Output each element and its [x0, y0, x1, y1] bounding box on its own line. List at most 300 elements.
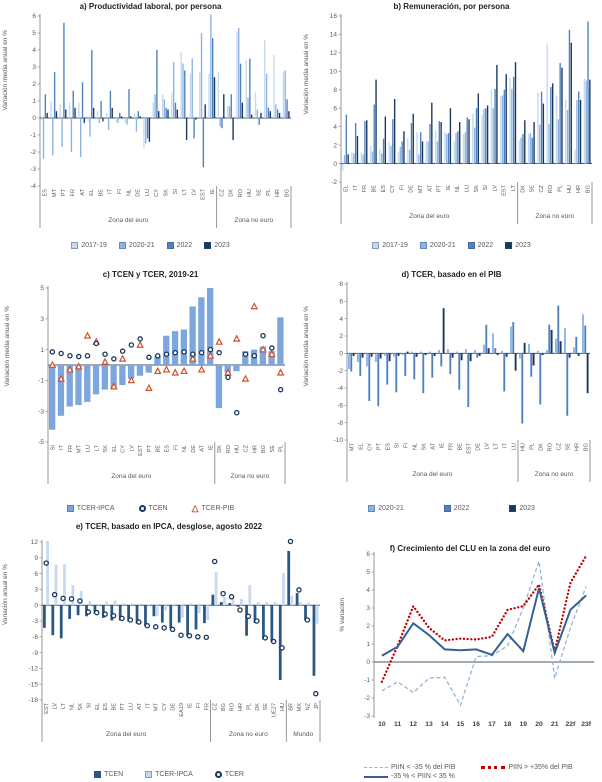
svg-text:LT: LT — [510, 185, 517, 192]
svg-text:0: 0 — [366, 659, 370, 667]
legend-swatch-bar — [372, 242, 379, 249]
y-axis — [30, 13, 40, 190]
svg-text:HR: HR — [252, 445, 259, 454]
svg-text:-9: -9 — [32, 649, 38, 657]
svg-text:10: 10 — [329, 68, 337, 76]
svg-text:FI: FI — [195, 703, 202, 708]
chart-c-panel — [0, 258, 301, 520]
svg-text:DK: DK — [228, 189, 235, 197]
svg-text:SI: SI — [86, 703, 93, 709]
chart-a-title: a) Productividad laboral, por persona — [79, 2, 222, 11]
svg-text:EST: EST — [466, 443, 473, 454]
svg-text:CY: CY — [390, 185, 397, 193]
chart-f-ylabel: % variación — [339, 598, 346, 632]
svg-text:-5: -5 — [38, 439, 44, 447]
svg-text:2: 2 — [339, 333, 343, 341]
svg-text:FR: FR — [70, 189, 77, 197]
svg-text:PL: PL — [529, 443, 536, 450]
svg-text:MX: MX — [296, 703, 303, 712]
line-PIIN > +35% del PIB — [382, 556, 586, 682]
svg-text:5: 5 — [40, 285, 44, 293]
svg-text:10: 10 — [378, 721, 386, 728]
svg-text:HU: HU — [234, 445, 241, 454]
svg-text:PT: PT — [146, 445, 153, 453]
legend-item — [167, 242, 193, 249]
svg-text:EL: EL — [358, 443, 365, 450]
svg-text:DK: DK — [254, 703, 261, 711]
legend-label: 2022 — [477, 242, 494, 249]
svg-text:CZ: CZ — [212, 703, 219, 711]
svg-text:-12: -12 — [28, 665, 38, 673]
svg-text:LT: LT — [182, 189, 189, 196]
svg-text:3: 3 — [366, 605, 370, 613]
svg-text:NL: NL — [126, 189, 133, 197]
svg-text:FI: FI — [399, 185, 406, 190]
svg-text:DE: DE — [408, 185, 415, 193]
svg-text:BE: BE — [98, 189, 105, 197]
svg-text:IE: IE — [445, 185, 452, 191]
svg-text:12: 12 — [30, 539, 38, 547]
svg-text:-2: -2 — [364, 695, 370, 703]
legend-swatch-circle — [215, 771, 222, 778]
svg-text:CY: CY — [162, 703, 169, 711]
svg-text:BG: BG — [221, 703, 228, 712]
svg-text:LU: LU — [144, 189, 151, 197]
svg-text:-3: -3 — [32, 618, 38, 626]
svg-text:SK: SK — [163, 189, 170, 197]
legend-swatch-bar — [119, 242, 126, 249]
svg-text:SK: SK — [103, 445, 110, 453]
legend-item — [481, 764, 572, 771]
legend-label: 2022 — [176, 242, 193, 249]
legend-swatch-bar — [145, 771, 152, 778]
svg-text:-15: -15 — [28, 681, 38, 689]
svg-text:Zona del euro: Zona del euro — [412, 471, 453, 478]
svg-text:IT: IT — [352, 185, 359, 190]
svg-text:20: 20 — [535, 721, 543, 728]
legend-swatch-triangle: △ — [191, 503, 199, 513]
svg-text:DK: DK — [217, 445, 224, 453]
svg-text:0: 0 — [333, 160, 337, 168]
legend-item — [444, 505, 470, 512]
svg-text:9: 9 — [34, 555, 38, 562]
y-axis — [334, 281, 347, 444]
chart-f-legend — [338, 764, 602, 780]
svg-text:FI: FI — [403, 443, 410, 448]
svg-text:15: 15 — [456, 721, 465, 728]
svg-text:12: 12 — [329, 50, 337, 58]
legend-item — [71, 242, 107, 249]
svg-text:LV: LV — [484, 443, 491, 450]
legend-item — [364, 764, 455, 771]
svg-text:IT: IT — [59, 445, 66, 450]
legend-swatch-bar — [444, 505, 451, 512]
chart-b-plot — [301, 0, 602, 252]
svg-text:ES: ES — [164, 445, 171, 453]
legend-swatch-solid — [364, 776, 388, 778]
legend-label: 2020-21 — [429, 242, 456, 249]
svg-text:CY: CY — [120, 445, 127, 453]
svg-text:HR: HR — [576, 185, 583, 194]
svg-text:CZ: CZ — [556, 443, 563, 451]
svg-text:Zona del euro: Zona del euro — [108, 217, 149, 224]
svg-text:HR: HR — [237, 703, 244, 712]
svg-text:SI: SI — [394, 443, 401, 449]
svg-text:RO: RO — [548, 185, 555, 194]
svg-text:17: 17 — [488, 721, 496, 728]
svg-text:4: 4 — [339, 315, 343, 323]
svg-text:IT: IT — [145, 703, 152, 708]
svg-text:Zona no euro: Zona no euro — [535, 213, 575, 220]
svg-text:ES: ES — [42, 189, 49, 197]
chart-c-title: c) TCEN y TCER, 2019-21 — [102, 270, 199, 279]
svg-text:IT: IT — [502, 443, 509, 448]
legend-item — [505, 242, 531, 249]
legend-swatch-bar — [204, 242, 211, 249]
legend-label: -35 % < PIIN < 35 % — [391, 773, 455, 780]
chart-d-title: d) TCER, basado en el PIB — [401, 270, 502, 279]
legend-item — [204, 242, 230, 249]
svg-text:-1: -1 — [38, 377, 44, 385]
series-TCEN — [43, 551, 315, 680]
svg-text:PT: PT — [436, 185, 443, 193]
svg-text:EL: EL — [111, 445, 118, 452]
svg-text:14: 14 — [440, 721, 449, 728]
legend-label: TCER-PIB — [201, 505, 235, 512]
svg-text:ES: ES — [380, 185, 387, 193]
svg-text:HR: HR — [574, 443, 581, 452]
svg-text:6: 6 — [32, 13, 36, 21]
svg-text:-1: -1 — [364, 677, 370, 685]
chart-e-plot — [0, 520, 338, 782]
svg-text:21: 21 — [550, 721, 559, 728]
legend-swatch-bar — [505, 242, 512, 249]
svg-text:23f: 23f — [581, 721, 592, 728]
chart-e-canvas — [0, 520, 338, 782]
svg-text:-18: -18 — [28, 697, 38, 705]
svg-text:SE: SE — [263, 703, 270, 711]
y-axis — [330, 13, 341, 186]
chart-e-panel — [0, 520, 338, 782]
svg-text:-4: -4 — [30, 183, 36, 191]
chart-c-plot — [0, 258, 301, 520]
legend-item — [215, 771, 244, 778]
chart-d-ylabel: Variación media anual en % — [303, 306, 310, 387]
svg-text:NL: NL — [182, 445, 189, 453]
svg-text:FI: FI — [117, 189, 124, 194]
svg-text:1: 1 — [366, 641, 370, 649]
svg-text:IE: IE — [209, 189, 216, 195]
svg-text:CY: CY — [367, 443, 374, 451]
svg-text:LU: LU — [464, 185, 471, 193]
legend-item — [468, 242, 494, 249]
svg-text:NL: NL — [412, 443, 419, 451]
svg-text:BG: BG — [583, 443, 590, 452]
svg-text:BG: BG — [261, 445, 268, 454]
legend-item — [364, 773, 455, 780]
svg-text:8: 8 — [339, 281, 343, 289]
svg-text:BE: BE — [111, 703, 118, 711]
svg-text:CY: CY — [154, 189, 161, 197]
svg-text:IE: IE — [187, 703, 194, 709]
chart-f-panel — [338, 528, 602, 782]
svg-text:2: 2 — [32, 81, 36, 89]
svg-text:DE: DE — [190, 445, 197, 453]
svg-text:EST: EST — [200, 189, 207, 200]
svg-text:IE: IE — [208, 445, 215, 451]
svg-text:EL: EL — [89, 189, 96, 196]
svg-text:-6: -6 — [32, 634, 38, 641]
legend-label: 2020-21 — [378, 505, 404, 512]
svg-text:22f: 22f — [565, 721, 576, 728]
svg-text:HU: HU — [280, 703, 287, 712]
legend-label: TCER-IPCA — [155, 771, 193, 778]
svg-text:3: 3 — [40, 316, 44, 323]
svg-text:DE: DE — [170, 703, 177, 711]
svg-text:1: 1 — [32, 98, 36, 106]
svg-text:-2: -2 — [30, 149, 36, 157]
svg-text:Zona no euro: Zona no euro — [234, 217, 274, 224]
chart-b-title: b) Remuneración, por persona — [393, 2, 510, 11]
svg-text:LV: LV — [52, 703, 59, 710]
svg-text:Zona del euro: Zona del euro — [409, 213, 450, 220]
svg-text:5: 5 — [32, 30, 36, 38]
legend-swatch-bar — [420, 242, 427, 249]
svg-text:LU: LU — [511, 443, 518, 451]
series-2017-19 — [41, 31, 284, 148]
legend-label: TCER — [224, 771, 244, 778]
svg-text:0: 0 — [34, 602, 38, 610]
svg-text:HR: HR — [275, 189, 282, 198]
legend-swatch-dashed — [364, 767, 388, 768]
svg-text:-3: -3 — [38, 408, 44, 416]
svg-text:SE: SE — [565, 443, 572, 451]
svg-text:EL: EL — [94, 703, 101, 710]
svg-text:DK: DK — [520, 185, 527, 193]
svg-text:CZ: CZ — [243, 445, 250, 453]
legend-swatch-bar — [167, 242, 174, 249]
chart-e-ylabel: Variación anual en % — [2, 564, 9, 625]
chart-d-plot — [301, 258, 602, 520]
legend-label: 2017-19 — [382, 242, 408, 249]
legend-label: 2022 — [453, 505, 470, 512]
svg-text:SK: SK — [421, 443, 428, 451]
svg-text:16: 16 — [329, 13, 337, 21]
svg-text:Mundo: Mundo — [293, 731, 314, 738]
svg-text:5: 5 — [366, 569, 370, 577]
svg-text:UE27: UE27 — [271, 703, 278, 717]
svg-text:BE: BE — [457, 443, 464, 451]
legend-item — [372, 242, 408, 249]
svg-text:MT: MT — [349, 443, 356, 452]
svg-text:-10: -10 — [333, 437, 343, 445]
svg-text:MT: MT — [51, 189, 58, 198]
svg-text:11: 11 — [393, 721, 402, 728]
svg-text:JP: JP — [313, 703, 320, 710]
svg-text:19: 19 — [519, 721, 528, 728]
legend-label: PIIN < -35 % del PIB — [391, 764, 456, 771]
series-TCER-IPCA — [49, 288, 284, 430]
svg-text:DK: DK — [538, 443, 545, 451]
chart-e-legend — [0, 771, 338, 778]
svg-text:IT: IT — [107, 189, 114, 194]
svg-text:NZ: NZ — [305, 703, 312, 711]
legend-item — [509, 505, 535, 512]
svg-text:RO: RO — [547, 443, 554, 452]
svg-text:DE: DE — [135, 189, 142, 197]
svg-text:AT: AT — [136, 703, 143, 710]
svg-text:LT: LT — [493, 443, 500, 450]
svg-text:PT: PT — [61, 189, 68, 197]
svg-text:RO: RO — [225, 445, 232, 454]
x-axis-labels — [43, 188, 291, 200]
svg-text:FR: FR — [204, 703, 211, 711]
svg-text:LV: LV — [191, 189, 198, 196]
legend-swatch-dotted — [481, 766, 505, 769]
chart-d-legend — [301, 505, 602, 512]
svg-text:LU: LU — [85, 445, 92, 453]
svg-text:12: 12 — [409, 721, 418, 728]
chart-f-title: f) Crecimiento del CLU en la zona del euro — [389, 544, 551, 553]
svg-text:Zona del euro: Zona del euro — [106, 731, 147, 738]
svg-text:EA19: EA19 — [179, 703, 185, 717]
line--35 % < PIIN < 35 % — [382, 588, 586, 656]
legend-item — [139, 505, 168, 512]
svg-text:-2: -2 — [331, 179, 337, 187]
chart-c-ylabel: Variación media anual en % — [4, 306, 11, 387]
series-2022 — [350, 306, 586, 424]
x-axis-labels — [44, 702, 320, 717]
svg-text:IE: IE — [439, 443, 446, 449]
svg-text:1: 1 — [40, 346, 44, 354]
legend-label: TCEN — [104, 771, 124, 778]
svg-text:6: 6 — [339, 298, 343, 306]
svg-text:BR: BR — [288, 703, 295, 711]
svg-text:BG: BG — [284, 189, 291, 198]
svg-text:EST: EST — [501, 185, 508, 196]
svg-text:EL: EL — [343, 185, 350, 192]
chart-c-legend — [0, 505, 301, 512]
legend-swatch-bar — [468, 242, 475, 249]
y-axis — [29, 539, 42, 704]
svg-text:SI: SI — [483, 185, 490, 191]
svg-text:AT: AT — [199, 445, 206, 452]
svg-text:BG: BG — [585, 185, 592, 194]
svg-text:6: 6 — [333, 105, 337, 113]
svg-text:16: 16 — [472, 721, 480, 728]
svg-text:2: 2 — [366, 623, 370, 631]
chart-e-title: e) TCER, basado en IPCA, desglose, agosto 2022 — [75, 522, 263, 531]
svg-text:PT: PT — [376, 443, 383, 451]
svg-text:14: 14 — [329, 31, 337, 39]
svg-text:NL: NL — [69, 703, 76, 711]
svg-text:HU: HU — [566, 185, 573, 194]
svg-text:SI: SI — [50, 445, 57, 451]
svg-text:-1: -1 — [30, 132, 36, 140]
svg-text:LV: LV — [129, 445, 136, 452]
svg-text:3: 3 — [34, 586, 38, 594]
svg-text:ES: ES — [385, 443, 392, 451]
chart-a-canvas — [0, 0, 301, 252]
svg-text:-2: -2 — [337, 367, 343, 375]
svg-text:SE: SE — [529, 185, 536, 193]
svg-text:-6: -6 — [337, 402, 343, 410]
legend-swatch-bar — [71, 242, 78, 249]
legend-swatch-bar — [509, 505, 516, 512]
chart-d-panel — [301, 258, 602, 520]
svg-text:6: 6 — [366, 551, 370, 559]
chart-b-legend — [301, 242, 602, 249]
legend-label: TCEN — [148, 505, 168, 512]
svg-text:3: 3 — [32, 64, 36, 72]
svg-text:PL: PL — [265, 189, 272, 196]
svg-text:FI: FI — [173, 445, 180, 450]
svg-text:HU: HU — [520, 443, 527, 452]
svg-text:HU: HU — [247, 189, 254, 198]
x-axis-labels — [378, 721, 592, 728]
svg-text:SE: SE — [269, 445, 276, 453]
svg-text:SI: SI — [172, 189, 179, 195]
y-axis — [364, 551, 374, 720]
legend-item — [192, 505, 235, 512]
svg-text:MT: MT — [418, 185, 425, 194]
chart-f-canvas — [338, 528, 602, 782]
legend-swatch-bar — [368, 505, 375, 512]
svg-text:EST: EST — [138, 445, 145, 456]
legend-label: 2023 — [214, 242, 230, 249]
svg-text:0: 0 — [339, 350, 343, 358]
svg-text:FR: FR — [448, 443, 455, 451]
y-axis — [38, 285, 48, 446]
svg-text:SK: SK — [77, 703, 84, 711]
svg-text:4: 4 — [366, 587, 370, 595]
svg-text:SE: SE — [256, 189, 263, 197]
x-axis-labels — [50, 444, 284, 456]
legend-swatch-bar — [67, 505, 74, 512]
line-PIIN < -35 % del PIB — [382, 561, 586, 705]
legend-label: 2023 — [519, 505, 535, 512]
svg-text:8: 8 — [333, 86, 337, 94]
svg-text:FR: FR — [362, 185, 369, 193]
chart-a-plot — [0, 0, 301, 252]
svg-text:-4: -4 — [337, 385, 343, 393]
svg-text:MT: MT — [153, 703, 160, 712]
chart-a-panel — [0, 0, 301, 252]
svg-text:4: 4 — [333, 123, 337, 131]
svg-text:LU: LU — [128, 703, 135, 711]
svg-text:CZ: CZ — [538, 185, 545, 193]
chart-a-ylabel: Variación media anual en % — [2, 30, 9, 111]
legend-swatch-bar — [94, 771, 101, 778]
svg-text:NL: NL — [455, 185, 462, 193]
svg-text:Zona no euro: Zona no euro — [230, 473, 270, 480]
svg-text:6: 6 — [34, 570, 38, 578]
svg-text:RO: RO — [229, 703, 236, 712]
svg-text:AT: AT — [79, 189, 86, 196]
svg-text:Zona no euro: Zona no euro — [534, 471, 574, 478]
svg-text:0: 0 — [32, 115, 36, 123]
legend-label: 2023 — [515, 242, 531, 249]
svg-text:RO: RO — [237, 189, 244, 198]
svg-text:PL: PL — [246, 703, 253, 710]
legend-label: PIIN > +35% del PIB — [508, 764, 573, 771]
svg-text:LT: LT — [61, 703, 68, 710]
svg-text:SK: SK — [473, 185, 480, 193]
svg-text:BE: BE — [155, 445, 162, 453]
chart-b-ylabel: Variación media anual en % — [303, 34, 310, 115]
svg-text:DE: DE — [475, 443, 482, 451]
chart-b-panel — [301, 0, 602, 252]
